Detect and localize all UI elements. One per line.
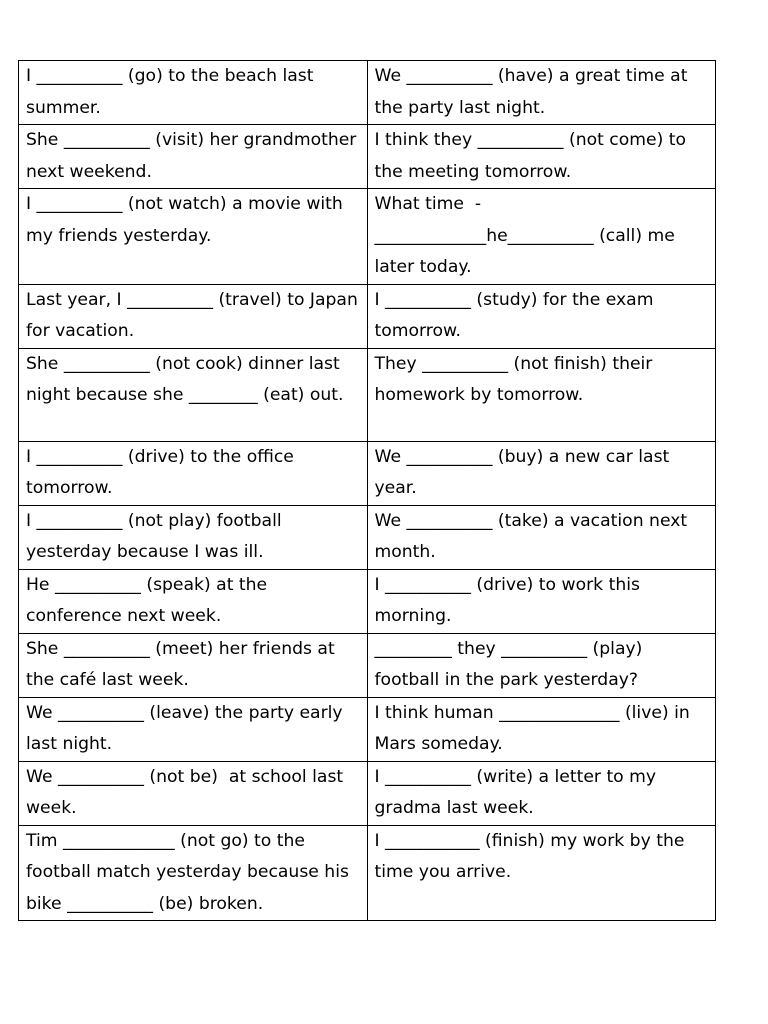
exercise-cell-right: I ___________ (finish) my work by the time you arrive. [367,825,716,921]
exercise-cell-right: I think they __________ (not come) to the meeting tomorrow. [367,125,716,189]
table-row [19,697,716,761]
exercise-cell-left: She __________ (not cook) dinner last night because she ________ (eat) out. [19,348,368,441]
exercise-cell-right: I __________ (write) a letter to my gradma last week. [367,761,716,825]
exercise-cell-left: Last year, I __________ (travel) to Japan for vacation. [19,284,368,348]
exercise-cell-right: What time - _____________he__________ (call) me later today. [367,189,716,285]
table-row [19,569,716,633]
table-row [19,125,716,189]
exercise-cell-left: I __________ (drive) to the office tomorrow. [19,441,368,505]
table-row [19,348,716,441]
exercise-cell-left: We __________ (not be) at school last week. [19,761,368,825]
exercise-table [18,60,716,921]
exercise-cell-left: She __________ (visit) her grandmother next weekend. [19,125,368,189]
exercise-cell-left: I __________ (go) to the beach last summer. [19,61,368,125]
table-row [19,825,716,921]
exercise-cell-left: I __________ (not play) football yesterday because I was ill. [19,505,368,569]
exercise-cell-right: _________ they __________ (play) football in the park yesterday? [367,633,716,697]
exercise-cell-left: She __________ (meet) her friends at the café last week. [19,633,368,697]
table-row [19,441,716,505]
table-row [19,61,716,125]
table-row [19,189,716,285]
exercise-cell-right: I think human ______________ (live) in Mars someday. [367,697,716,761]
exercise-cell-left: We __________ (leave) the party early last night. [19,697,368,761]
table-row [19,505,716,569]
exercise-cell-right: We __________ (take) a vacation next month. [367,505,716,569]
exercise-cell-left: He __________ (speak) at the conference next week. [19,569,368,633]
exercise-cell-right: We __________ (buy) a new car last year. [367,441,716,505]
exercise-cell-right: They __________ (not finish) their homework by tomorrow. [367,348,716,441]
table-row [19,633,716,697]
table-row [19,761,716,825]
exercise-cell-left: I __________ (not watch) a movie with my friends yesterday. [19,189,368,285]
table-row [19,284,716,348]
exercise-cell-right: We __________ (have) a great time at the party last night. [367,61,716,125]
exercise-cell-right: I __________ (drive) to work this morning. [367,569,716,633]
exercise-cell-left: Tim _____________ (not go) to the football match yesterday because his bike __________ (be) broken. [19,825,368,921]
exercise-cell-right: I __________ (study) for the exam tomorrow. [367,284,716,348]
